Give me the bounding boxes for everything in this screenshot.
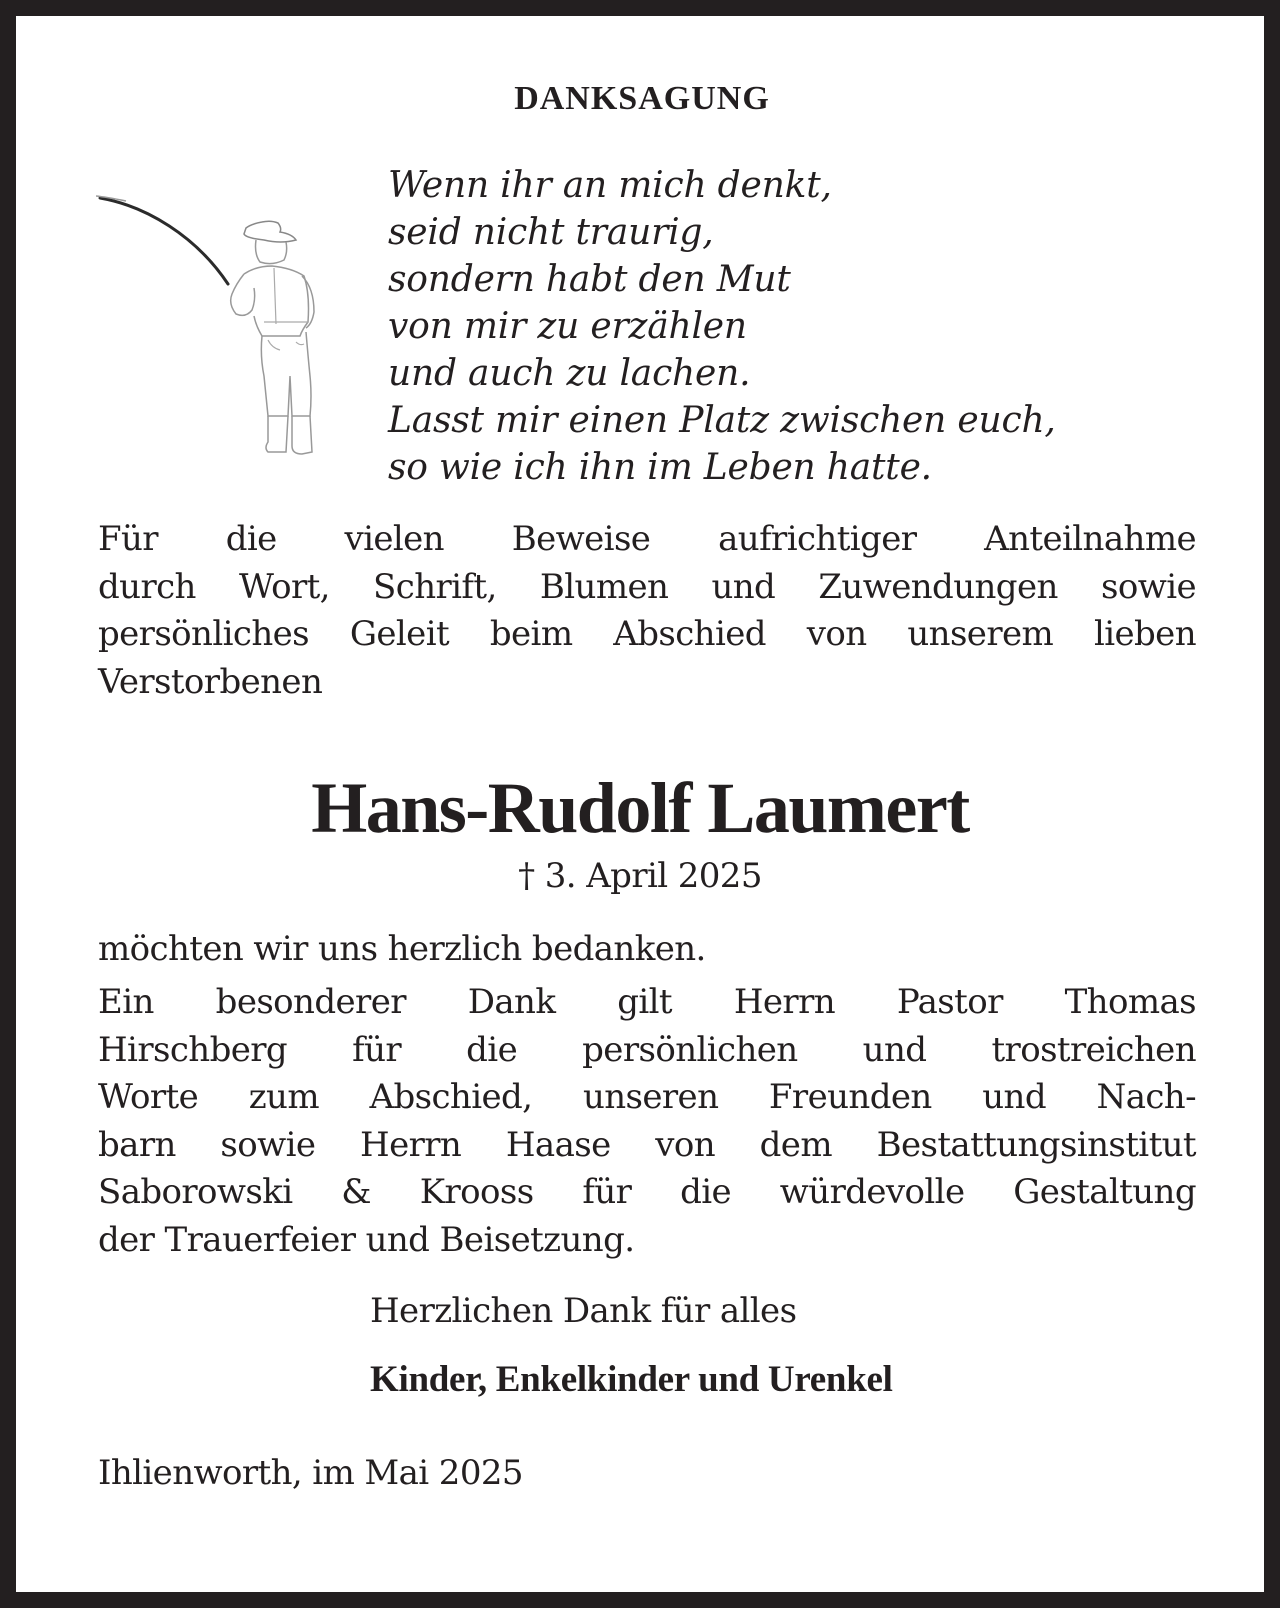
paragraph-line: Verstorbenen (98, 661, 323, 702)
intro-paragraph (98, 516, 1196, 706)
poem-line: Lasst mir einen Platz zwischen euch, (388, 400, 1056, 441)
closing-text: Herzlichen Dank für alles (370, 1291, 797, 1331)
poem-line: Wenn ihr an mich denkt, (388, 165, 832, 206)
signature: Kinder, Enkelkinder und Urenkel (370, 1359, 893, 1400)
poem-line: seid nicht traurig, (388, 212, 714, 253)
paragraph-line: barn sowie Herrn Haase von dem Bestattungsinstitut (98, 1124, 1196, 1165)
notice-heading: DANKSAGUNG (514, 80, 770, 117)
paragraph-line: Hirschberg für die persönlichen und trostreichen (98, 1029, 1196, 1070)
poem-line: von mir zu erzählen (388, 306, 747, 347)
special-thanks-paragraph (98, 979, 1196, 1264)
paragraph-line: Saborowski & Krooss für die würdevolle Gestaltung (98, 1172, 1196, 1212)
death-date: † 3. April 2025 (518, 856, 762, 896)
poem-line: und auch zu lachen. (388, 353, 751, 394)
obituary-notice (16, 16, 1264, 1592)
paragraph-line: Ein besonderer Dank gilt Herrn Pastor Thomas (98, 982, 1196, 1022)
paragraph-line: Für die vielen Beweise aufrichtiger Anteilnahme (98, 519, 1196, 559)
poem-line: sondern habt den Mut (388, 259, 791, 300)
thanks-line: möchten wir uns herzlich bedanken. (98, 929, 706, 969)
paragraph-line: Worte zum Abschied, unseren Freunden und Nach- (98, 1077, 1196, 1117)
deceased-name: Hans-Rudolf Laumert (311, 768, 969, 848)
fisherman-illustration-icon (96, 176, 336, 476)
poem (388, 162, 1056, 491)
paragraph-line: persönliches Geleit beim Abschied von unserem lieben (98, 614, 1196, 654)
paragraph-line: der Trauerfeier und Beisetzung. (98, 1219, 635, 1260)
poem-line: so wie ich ihn im Leben hatte. (388, 447, 932, 488)
paragraph-line: durch Wort, Schrift, Blumen und Zuwendungen sowie (98, 566, 1196, 607)
place-date: Ihlienworth, im Mai 2025 (98, 1453, 523, 1493)
